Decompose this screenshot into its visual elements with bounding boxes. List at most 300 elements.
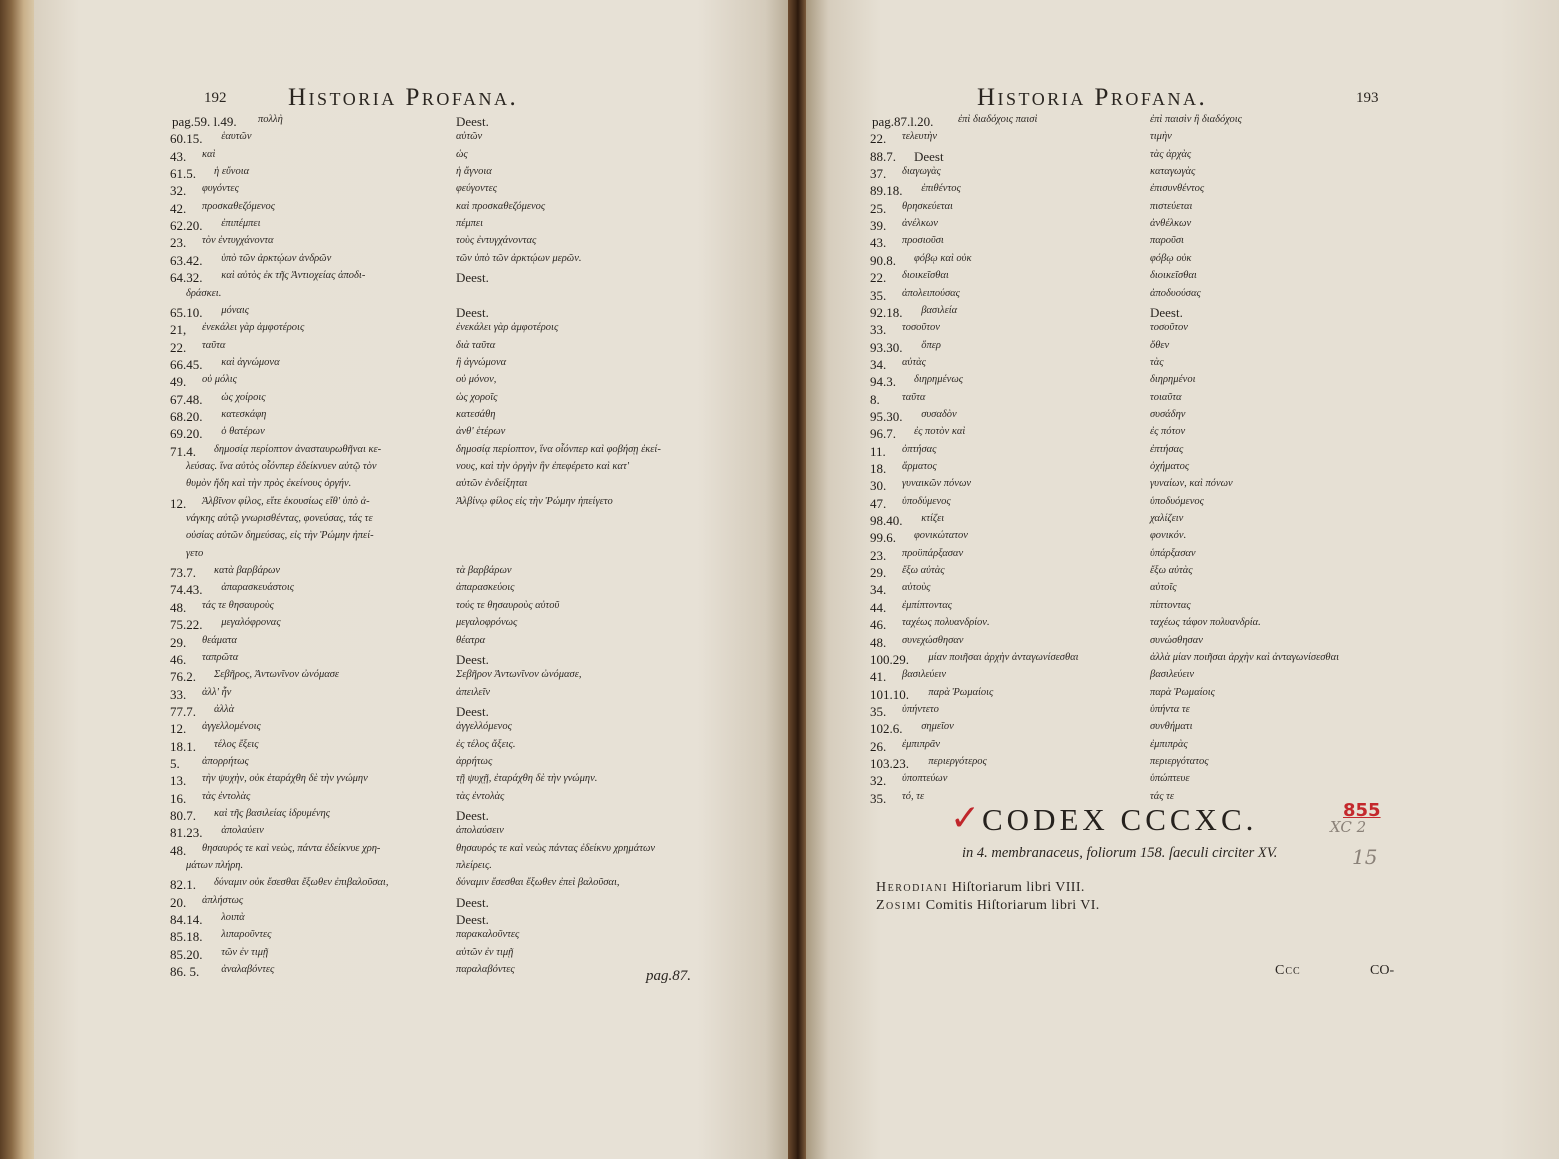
edition-reading: ταῦτα <box>902 391 926 403</box>
codex-reading: διοικεῖσθαι <box>1150 270 1197 282</box>
line-reference: 5. <box>170 755 180 771</box>
red-catalogue-number: 855 <box>1343 800 1381 821</box>
line-reference: 11. <box>870 443 886 459</box>
codex-reading: Deest. <box>456 703 489 719</box>
line-reference: 82.1. <box>170 877 196 893</box>
codex-reading: ἐνεκάλει γὰρ ἀμφοτέροις <box>456 322 559 334</box>
edition-reading: παρὰ Ῥωμαίοις <box>928 686 994 698</box>
edition-reading: τάς τε θησαυροὺς <box>202 599 274 611</box>
line-reference: 94.3. <box>870 374 896 390</box>
line-reference: 32. <box>170 183 187 199</box>
line-reference: 44. <box>870 599 887 615</box>
line-reference: 46. <box>870 617 887 633</box>
codex-reading: ἀρρήτως <box>456 755 493 767</box>
codex-reading: τάς τε <box>1150 790 1175 802</box>
line-reference: 89.18. <box>870 183 903 199</box>
collation-row <box>872 652 1432 669</box>
edition-reading: βασιλεία <box>921 304 958 316</box>
line-reference: 84.14. <box>170 912 203 928</box>
codex-reading: πέμπει <box>456 218 483 230</box>
edition-reading: συσαδὸν <box>921 408 957 420</box>
collation-row <box>872 183 1432 200</box>
collation-row <box>172 444 732 461</box>
codex-reading: ἀνθ' ἑτέρων <box>456 426 506 438</box>
line-reference: 41. <box>870 669 887 685</box>
book-fore-edge <box>0 0 34 1159</box>
codex-reading: δημοσίᾳ περίοπτον, ἵνα οἷόνπερ καὶ φοβήσῃ ἐκεί- <box>456 443 661 455</box>
codex-reading: ἀνθέλκων <box>1150 218 1192 230</box>
collation-row <box>172 635 732 652</box>
collation-row <box>172 704 732 721</box>
collation-row <box>872 478 1432 495</box>
codex-reading: καὶ προσκαθεζόμενος <box>456 200 546 212</box>
line-reference: 29. <box>870 565 887 581</box>
edition-reading: προσιοῦσι <box>902 235 944 247</box>
edition-reading: προϋπάρξασαν <box>902 547 964 559</box>
line-reference: 22. <box>870 131 887 147</box>
line-reference: 48. <box>170 599 187 615</box>
collation-row <box>872 530 1432 547</box>
codex-reading: ἐπτήσας <box>1150 443 1184 455</box>
codex-reading: τοσοῦτον <box>1150 322 1188 334</box>
line-reference: 96.7. <box>870 426 896 442</box>
line-reference: 75.22. <box>170 617 203 633</box>
codex-contents-line-2 <box>876 898 1100 914</box>
collation-row <box>172 288 732 305</box>
codex-reading: νους, καὶ τὴν ὀργὴν ἣν ἐπεφέρετο καὶ κατ' <box>456 461 629 472</box>
edition-reading: τὰς ἐντολὰς <box>202 790 251 802</box>
collation-row <box>172 877 732 894</box>
collation-row <box>172 895 732 912</box>
edition-reading: καὶ αὐτὸς ἐκ τῆς Ἀντιοχείας ἀποδι- <box>221 270 366 282</box>
line-reference: 63.42. <box>170 252 203 268</box>
edition-reading: τελευτὴν <box>902 131 938 143</box>
line-reference: 73.7. <box>170 565 196 581</box>
collation-row <box>172 392 732 409</box>
collation-row <box>172 235 732 252</box>
codex-reading: ὀχήματος <box>1150 461 1190 472</box>
edition-reading: ἀπολειπούσας <box>902 287 960 299</box>
codex-reading: τῶν ὑπὸ τῶν ἀρκτῴων μερῶν. <box>456 252 582 264</box>
edition-reading: Ἀλβῖνον φίλος, εἴτε ἑκουσίως εἴθ' ὑπὸ ἀ- <box>202 495 370 507</box>
collation-row <box>172 461 732 478</box>
codex-contents-line-1 <box>876 880 1085 896</box>
collation-row <box>172 582 732 599</box>
signature-mark: Ccc <box>1275 963 1301 978</box>
edition-reading: λιπαροῦντες <box>221 929 272 941</box>
codex-reading: τὰ βαρβάρων <box>456 565 512 577</box>
codex-reading: τὰς ἐντολὰς <box>456 790 505 802</box>
codex-reading: διὰ ταῦτα <box>456 339 496 351</box>
codex-reading: αὐτοῖς <box>1150 582 1177 594</box>
codex-reading: πλείρεις. <box>456 860 492 872</box>
collation-row <box>872 357 1432 374</box>
codex-description: in 4. membranaceus, foliorum 158. ſaeculi circiter XV. <box>962 845 1278 861</box>
line-reference: 68.20. <box>170 408 203 424</box>
line-reference: 35. <box>870 790 887 806</box>
codex-reading: Deest. <box>456 912 489 928</box>
collation-row <box>172 426 732 443</box>
edition-reading: διηρημένως <box>914 374 963 386</box>
codex-reading: μεγαλοφρόνως <box>456 617 518 629</box>
collation-row <box>172 756 732 773</box>
collation-row <box>172 131 732 148</box>
line-reference: 13. <box>170 773 187 789</box>
line-reference: 20. <box>170 894 187 910</box>
line-reference: 21, <box>170 322 187 338</box>
collation-row <box>872 669 1432 686</box>
edition-reading: τό, τε <box>902 790 925 802</box>
collation-row <box>172 513 732 530</box>
edition-reading: δύναμιν οὐκ ἔσεσθαι ἔξωθεν ἐπιβαλοῦσαι, <box>214 877 389 889</box>
codex-reading: φόβῳ οὐκ <box>1150 252 1192 264</box>
line-reference: 49. <box>170 374 187 390</box>
line-reference: 95.30. <box>870 408 903 424</box>
edition-reading: ταχέως πολυανδρίον. <box>902 617 990 629</box>
collation-row <box>872 235 1432 252</box>
collation-row <box>172 149 732 166</box>
collation-row <box>172 166 732 183</box>
collation-row <box>172 600 732 617</box>
edition-reading: ἔξω αὐτὰς <box>902 565 945 577</box>
edition-reading: δράσκει. <box>186 287 222 299</box>
line-reference: 33. <box>870 322 887 338</box>
collation-row <box>172 201 732 218</box>
line-reference: 35. <box>870 287 887 303</box>
edition-reading: ἐπιθέντος <box>921 183 961 195</box>
codex-reading: Σεβῆρον Ἀντωνῖνον ὠνόμασε, <box>456 669 582 681</box>
codex-reading: ὑποδυόμενος <box>1150 495 1204 507</box>
edition-reading: μίαν ποιῆσαι ἀρχὴν ἀνταγωνίσεσθαι <box>928 651 1079 663</box>
line-reference: 48. <box>870 634 887 650</box>
edition-reading: θρησκεύεται <box>902 200 953 212</box>
codex-reading: ὑπήντα τε <box>1150 703 1190 715</box>
edition-reading: ἐνεκάλει γὰρ ἀμφοτέροις <box>202 322 305 334</box>
codex-reading: ἀλλὰ μίαν ποιῆσαι ἀρχὴν καὶ ἀνταγωνίσεσθαι <box>1150 651 1340 663</box>
collation-row <box>872 704 1432 721</box>
codex-reading: γυναίων, καὶ πόνων <box>1150 478 1233 490</box>
line-reference: 34. <box>870 356 887 372</box>
edition-reading: καὶ <box>202 148 216 160</box>
edition-reading: ἑαυτῶν <box>221 131 252 143</box>
edition-reading: τοσοῦτον <box>902 322 940 334</box>
line-reference: 62.20. <box>170 218 203 234</box>
codex-work: Comitis Hiſtoriarum libri VI. <box>925 898 1100 913</box>
edition-reading: ἀγγελλομένοις <box>202 721 261 733</box>
line-reference: 92.18. <box>870 304 903 320</box>
collation-row <box>172 322 732 339</box>
codex-reading: ἀπολαύσειν <box>456 825 504 837</box>
codex-reading: τιμὴν <box>1150 131 1172 143</box>
codex-reading: καταγωγὰς <box>1150 166 1196 178</box>
codex-reading: Deest. <box>456 114 489 129</box>
line-reference: 67.48. <box>170 391 203 407</box>
line-reference: 71.4. <box>170 443 196 459</box>
collation-row <box>172 218 732 235</box>
line-reference: 69.20. <box>170 426 203 442</box>
line-reference: 42. <box>170 200 187 216</box>
line-reference: 93.30. <box>870 339 903 355</box>
edition-reading: θεάματα <box>202 634 237 646</box>
codex-reading: τῇ ψυχῇ, ἐταράχθη δὲ τὴν γνώμην. <box>456 773 598 785</box>
edition-reading: ὑπὸ τῶν ἀρκτῴων ἀνδρῶν <box>221 252 332 264</box>
collation-row <box>872 773 1432 790</box>
line-reference: 88.7. <box>870 148 896 164</box>
line-reference: 65.10. <box>170 304 203 320</box>
line-reference: 16. <box>170 790 187 806</box>
codex-reading: ἐπισυνθέντος <box>1150 183 1205 195</box>
edition-reading: φόβῳ καὶ οὐκ <box>914 252 972 264</box>
codex-reading: δύναμιν ἔσεσθαι ἔξωθεν ἐπεὶ βαλοῦσαι, <box>456 877 620 889</box>
line-reference: 99.6. <box>870 530 896 546</box>
codex-reading: ἡ ἄγνοια <box>456 166 492 178</box>
collation-row <box>872 409 1432 426</box>
codex-title: CODEX CCCXC. <box>982 802 1258 837</box>
edition-reading: ἐμπίπτοντας <box>902 599 953 611</box>
codex-reading: ὅθεν <box>1150 339 1170 351</box>
codex-reading: περιεργότατος <box>1150 755 1209 767</box>
collation-row <box>172 808 732 825</box>
collation-row <box>872 201 1432 218</box>
codex-reading: διηρημένοι <box>1150 374 1196 386</box>
line-reference: 76.2. <box>170 669 196 685</box>
collation-row <box>172 305 732 322</box>
collation-row <box>172 929 732 946</box>
edition-reading: τῶν ἐν τιμῇ <box>221 946 269 958</box>
edition-reading: λεύσας. ἵνα αὐτὸς οἷόνπερ ἐδείκνυεν αὐτῷ τὸν <box>186 461 377 472</box>
line-reference: pag.87.l.20. <box>872 114 934 129</box>
collation-row <box>172 496 732 513</box>
line-reference: 22. <box>870 270 887 286</box>
line-reference: 37. <box>870 166 887 182</box>
codex-reading: θέατρα <box>456 634 486 646</box>
collation-row <box>872 149 1432 166</box>
line-reference: 100.29. <box>870 651 909 667</box>
edition-reading: ἐμπιπρᾶν <box>902 738 941 750</box>
collation-row <box>172 183 732 200</box>
collation-row <box>172 253 732 270</box>
codex-reading: ἐμπιπρὰς <box>1150 738 1188 750</box>
pencil-margin-note: 15 <box>1352 845 1378 869</box>
book-gutter <box>788 0 806 1159</box>
edition-reading: καὶ ἀγνώμονα <box>221 356 280 368</box>
line-reference: 98.40. <box>870 513 903 529</box>
collation-row <box>872 218 1432 235</box>
codex-reading: τοὺς ἐντυγχάνοντας <box>456 235 537 247</box>
codex-reading: Deest. <box>1150 304 1183 320</box>
edition-reading: ὁ θατέρων <box>221 426 265 438</box>
collation-row <box>872 756 1432 773</box>
collation-row <box>172 548 732 565</box>
edition-reading: ἀλλὰ <box>214 703 235 715</box>
edition-reading: Deest <box>914 148 944 164</box>
collation-row <box>872 565 1432 582</box>
left-page-number: 192 <box>204 90 227 106</box>
right-catchword: CO- <box>1370 963 1395 978</box>
edition-reading: ἀλλ' ἦν <box>202 686 232 698</box>
line-reference: 22. <box>170 339 187 355</box>
line-reference: pag.59. l.49. <box>172 114 237 129</box>
collation-row <box>872 253 1432 270</box>
edition-reading: ἐς ποτὸν καὶ <box>914 426 966 438</box>
line-reference: 23. <box>170 235 187 251</box>
collation-row <box>872 305 1432 322</box>
edition-reading: διοικεῖσθαι <box>902 270 949 282</box>
edition-reading: λοιπὰ <box>221 912 245 924</box>
codex-reading: θησαυρός τε καὶ νεὼς πάντας ἐδείκνυ χρημάτων <box>456 842 656 854</box>
collation-row <box>872 739 1432 756</box>
collation-row <box>872 374 1432 391</box>
line-reference: 23. <box>870 547 887 563</box>
collation-row <box>172 773 732 790</box>
codex-reading: τοιαῦτα <box>1150 391 1182 403</box>
edition-reading: ἅρματος <box>902 461 937 472</box>
edition-reading: ἡ εὔνοια <box>214 166 250 178</box>
collation-row <box>872 166 1432 183</box>
edition-reading: γυναικῶν πόνων <box>902 478 972 490</box>
codex-reading: Ἀλβίνῳ φίλος εἰς τὴν Ῥώμην ἠπείγετο <box>456 495 613 507</box>
codex-reading: συνώσθησαν <box>1150 634 1203 646</box>
collation-row <box>872 114 1432 131</box>
edition-reading: μόναις <box>221 304 250 316</box>
codex-reading: τὰς <box>1150 356 1164 368</box>
edition-reading: κατὰ βαρβάρων <box>214 565 281 577</box>
edition-reading: τέλος ἔξεις <box>214 738 259 750</box>
codex-reading: Deest. <box>456 808 489 823</box>
edition-reading: προσκαθεζόμενος <box>202 200 276 212</box>
collation-row <box>172 843 732 860</box>
collation-row <box>172 791 732 808</box>
right-running-head: Historia Profana. <box>977 84 1208 111</box>
collation-row <box>172 357 732 374</box>
collation-row <box>872 548 1432 565</box>
edition-reading: ταῦτα <box>202 339 226 351</box>
edition-reading: ἀπλήστως <box>202 894 244 906</box>
edition-reading: περιεργότερος <box>928 755 987 767</box>
line-reference: 90.8. <box>870 252 896 268</box>
edition-reading: ἀναλαβόντες <box>221 964 275 976</box>
collation-row <box>872 513 1432 530</box>
line-reference: 85.18. <box>170 929 203 945</box>
codex-reading: παρακαλοῦντες <box>456 929 520 941</box>
edition-reading: ἀπολαύειν <box>221 825 264 837</box>
codex-author: Herodiani <box>876 880 948 895</box>
collation-row <box>172 912 732 929</box>
collation-row <box>172 652 732 669</box>
edition-reading: βασιλεύειν <box>902 669 947 681</box>
codex-reading: ἀπειλεῖν <box>456 686 491 698</box>
codex-reading: οὐ μόνον, <box>456 374 497 386</box>
codex-reading: κατεσάθη <box>456 408 496 420</box>
codex-reading: φεύγοντες <box>456 183 497 195</box>
edition-reading: Σεβῆρος, Ἀντωνῖνον ὠνόμασε <box>214 669 340 681</box>
collation-row <box>172 947 732 964</box>
codex-reading: συσάδην <box>1150 408 1186 420</box>
right-page-number: 193 <box>1356 90 1379 106</box>
collation-row <box>872 444 1432 461</box>
edition-reading: συνεχώσθησαν <box>902 634 964 646</box>
codex-reading: φονικόν. <box>1150 530 1187 542</box>
line-reference: 25. <box>870 200 887 216</box>
edition-reading: νάγκης αὐτῷ γνωρισθέντας, φονεύσας, τάς τε <box>186 513 373 525</box>
edition-reading: ὀπτήσας <box>902 443 937 455</box>
edition-reading: ὑπήντετο <box>902 703 939 715</box>
codex-reading: ἐπὶ παισὶν ἢ διαδόχοις <box>1150 114 1242 125</box>
edition-reading: τὴν ψυχὴν, οὐκ ἐταράχθη δὲ τὴν γνώμην <box>202 773 368 785</box>
collation-row <box>172 669 732 686</box>
codex-reading: συνθήματι <box>1150 721 1193 733</box>
collation-row <box>872 322 1432 339</box>
red-check-mark-icon: ✓ <box>950 798 981 839</box>
codex-reading: ὡς <box>456 148 468 160</box>
line-reference: 47. <box>870 495 887 511</box>
codex-reading: αὐτῶν <box>456 131 483 143</box>
edition-reading: ἐπιπέμπει <box>221 218 261 230</box>
left-catchword: pag.87. <box>646 968 691 984</box>
edition-reading: δημοσίᾳ περίοπτον ἀνασταυρωθῆναι κε- <box>214 443 382 455</box>
codex-reading: ἐς πότον <box>1150 426 1186 438</box>
collation-row <box>872 496 1432 513</box>
codex-reading: Deest. <box>456 894 489 910</box>
codex-reading: πιστεύεται <box>1150 200 1193 212</box>
codex-reading: τούς τε θησαυροὺς αὐτοῦ <box>456 599 560 611</box>
codex-work: Hiſtoriarum libri VIII. <box>951 880 1085 895</box>
edition-reading: θυμὸν ἤδη καὶ τὴν πρὸς ἐκείνους ὀργήν. <box>186 478 352 490</box>
collation-row <box>172 860 732 877</box>
edition-reading: ἐπὶ διαδόχοις παισὶ <box>958 114 1038 125</box>
collation-row <box>172 114 732 131</box>
line-reference: 74.43. <box>170 582 203 598</box>
codex-author: Zosimi <box>876 898 922 913</box>
collation-row <box>172 739 732 756</box>
collation-row <box>872 721 1432 738</box>
collation-row <box>172 617 732 634</box>
collation-row <box>172 270 732 287</box>
line-reference: 61.5. <box>170 166 196 182</box>
collation-row <box>172 687 732 704</box>
edition-reading: ἀνέλκων <box>902 218 938 230</box>
edition-reading: φονικώτατον <box>914 530 968 542</box>
codex-reading: παρὰ Ῥωμαίοις <box>1150 686 1215 698</box>
edition-reading: τὸν ἐντυγχάνοντα <box>202 235 274 247</box>
codex-reading: Deest. <box>456 651 489 667</box>
line-reference: 77.7. <box>170 703 196 719</box>
codex-reading: ἢ ἀγνώμονα <box>456 356 507 368</box>
line-reference: 34. <box>870 582 887 598</box>
pencil-codex-note: XC 2 <box>1330 818 1367 836</box>
codex-reading: αὐτῶν ἐν τιμῇ <box>456 946 514 958</box>
collation-row <box>172 565 732 582</box>
codex-reading: ἔξω αὐτὰς <box>1150 565 1193 577</box>
edition-reading: ἀπορρήτως <box>202 755 249 767</box>
codex-reading: παροῦσι <box>1150 235 1184 247</box>
edition-reading: ὅπερ <box>921 339 941 351</box>
collation-row <box>872 392 1432 409</box>
edition-reading: σημεῖον <box>921 721 954 733</box>
codex-reading: ἀπαρασκεύοις <box>456 582 515 594</box>
collation-row <box>172 825 732 842</box>
line-reference: 26. <box>870 738 887 754</box>
collation-row <box>872 600 1432 617</box>
line-reference: 60.15. <box>170 131 203 147</box>
codex-reading: παραλαβόντες <box>456 964 515 976</box>
collation-row <box>172 340 732 357</box>
collation-row <box>872 461 1432 478</box>
edition-reading: μεγαλόφρονας <box>221 617 281 629</box>
left-running-head: Historia Profana. <box>288 84 519 111</box>
collation-row <box>872 426 1432 443</box>
collation-row <box>172 374 732 391</box>
